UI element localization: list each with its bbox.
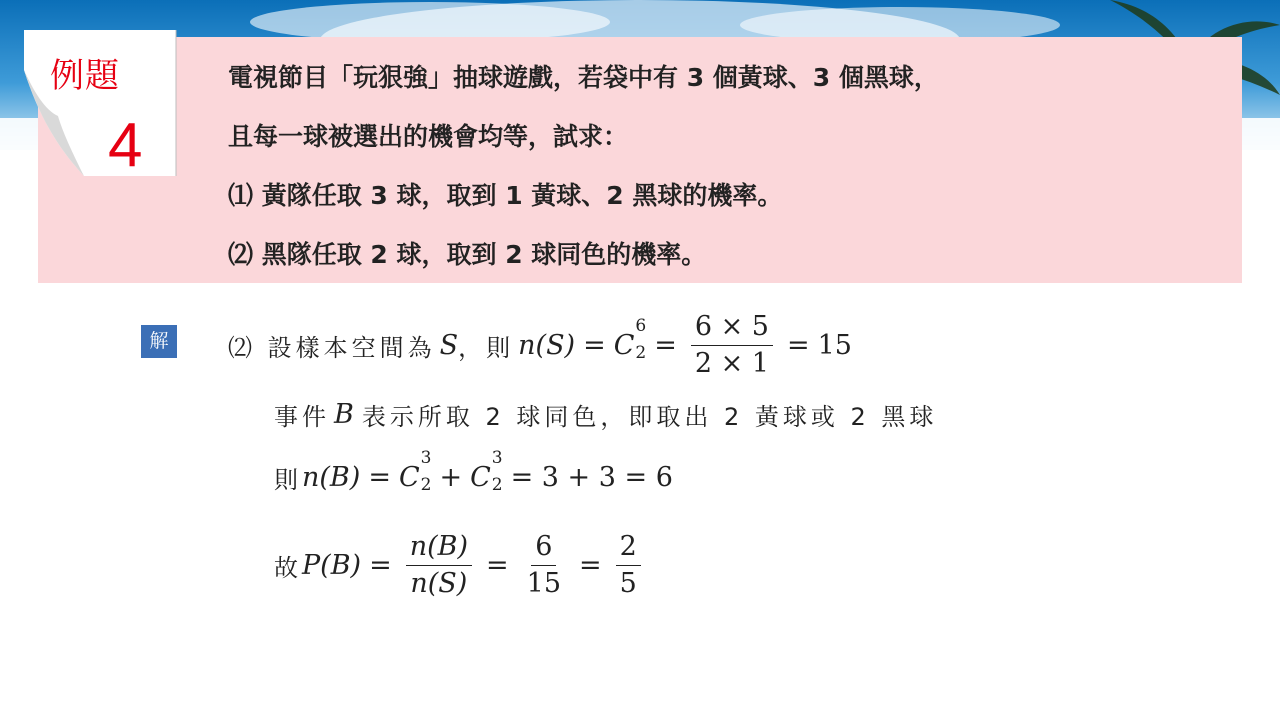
fraction-6x5-over-2x1 [691, 311, 773, 378]
question-line-3: ⑴ 黃隊任取 3 球，取到 1 黃球、2 黑球的機率。 [228, 181, 783, 210]
fraction-numerator: n(B) [406, 531, 472, 565]
combination-superscript: 6 [635, 316, 647, 336]
fraction-numerator: 6 × 5 [691, 311, 773, 345]
equals-sign: = [654, 329, 677, 361]
then-text: ，則 [458, 333, 515, 362]
solution-label: ⑵ 設樣本空間為 [228, 333, 436, 362]
event-description: 表示所取 2 球同色，即取出 2 黃球或 2 黑球 [361, 402, 938, 431]
combination-superscript: 3 [420, 448, 432, 468]
fraction-numerator: 2 [616, 531, 641, 565]
solution-line-3 [274, 448, 673, 499]
then-text: 則 [274, 465, 302, 494]
equals-sign: = [369, 549, 392, 581]
example-number: 4 [108, 111, 143, 180]
event-symbol: B [334, 398, 354, 430]
solution-line-2 [274, 394, 937, 434]
combination-c-6-2 [613, 316, 647, 363]
fraction-2-over-5 [616, 531, 641, 598]
equals-sign: = [579, 549, 602, 581]
fraction-denominator: 15 [526, 567, 561, 599]
equals-sign: = [583, 329, 606, 361]
sample-space-symbol: S [439, 329, 459, 361]
example-title: 例題 [50, 56, 120, 96]
combination-subscript: 2 [491, 475, 503, 495]
therefore-text: 故 [274, 553, 302, 582]
n-of-s: n(S) [518, 329, 576, 361]
combination-c-3-2 [470, 448, 503, 495]
combination-symbol: C [470, 461, 491, 493]
solution-line-1 [228, 307, 852, 383]
combination-superscript: 3 [491, 448, 503, 468]
solution-line-4 [274, 525, 647, 605]
fraction-nb-over-ns [406, 531, 472, 598]
probability-of-b: P(B) [302, 549, 362, 581]
combination-subscript: 2 [635, 343, 647, 363]
fraction-numerator: 6 [531, 531, 556, 565]
combination-c-3-2 [398, 448, 432, 495]
event-size-result: = 3 + 3 = 6 [510, 461, 673, 493]
fraction-denominator: 5 [619, 567, 637, 599]
combination-symbol: C [398, 461, 420, 493]
fraction-denominator: n(S) [410, 567, 468, 599]
n-of-b: n(B) [302, 461, 361, 493]
question-line-4: ⑵ 黑隊任取 2 球，取到 2 球同色的機率。 [228, 240, 707, 269]
question-line-2: 且每一球被選出的機會均等，試求： [228, 122, 629, 151]
event-text-start: 事件 [274, 402, 330, 431]
sample-space-size: 15 [817, 329, 852, 361]
question-line-1: 電視節目「玩狠強」抽球遊戲，若袋中有 3 個黃球、3 個黑球， [228, 63, 939, 92]
fraction-6-over-15 [523, 531, 565, 598]
solution-badge: 解 [141, 325, 177, 358]
plus-sign: + [439, 461, 463, 493]
combination-subscript: 2 [420, 475, 432, 495]
equals-sign: = [787, 329, 810, 361]
fraction-denominator: 2 × 1 [694, 347, 769, 379]
combination-symbol: C [613, 329, 635, 361]
equals-sign: = [368, 461, 391, 493]
equals-sign: = [486, 549, 509, 581]
